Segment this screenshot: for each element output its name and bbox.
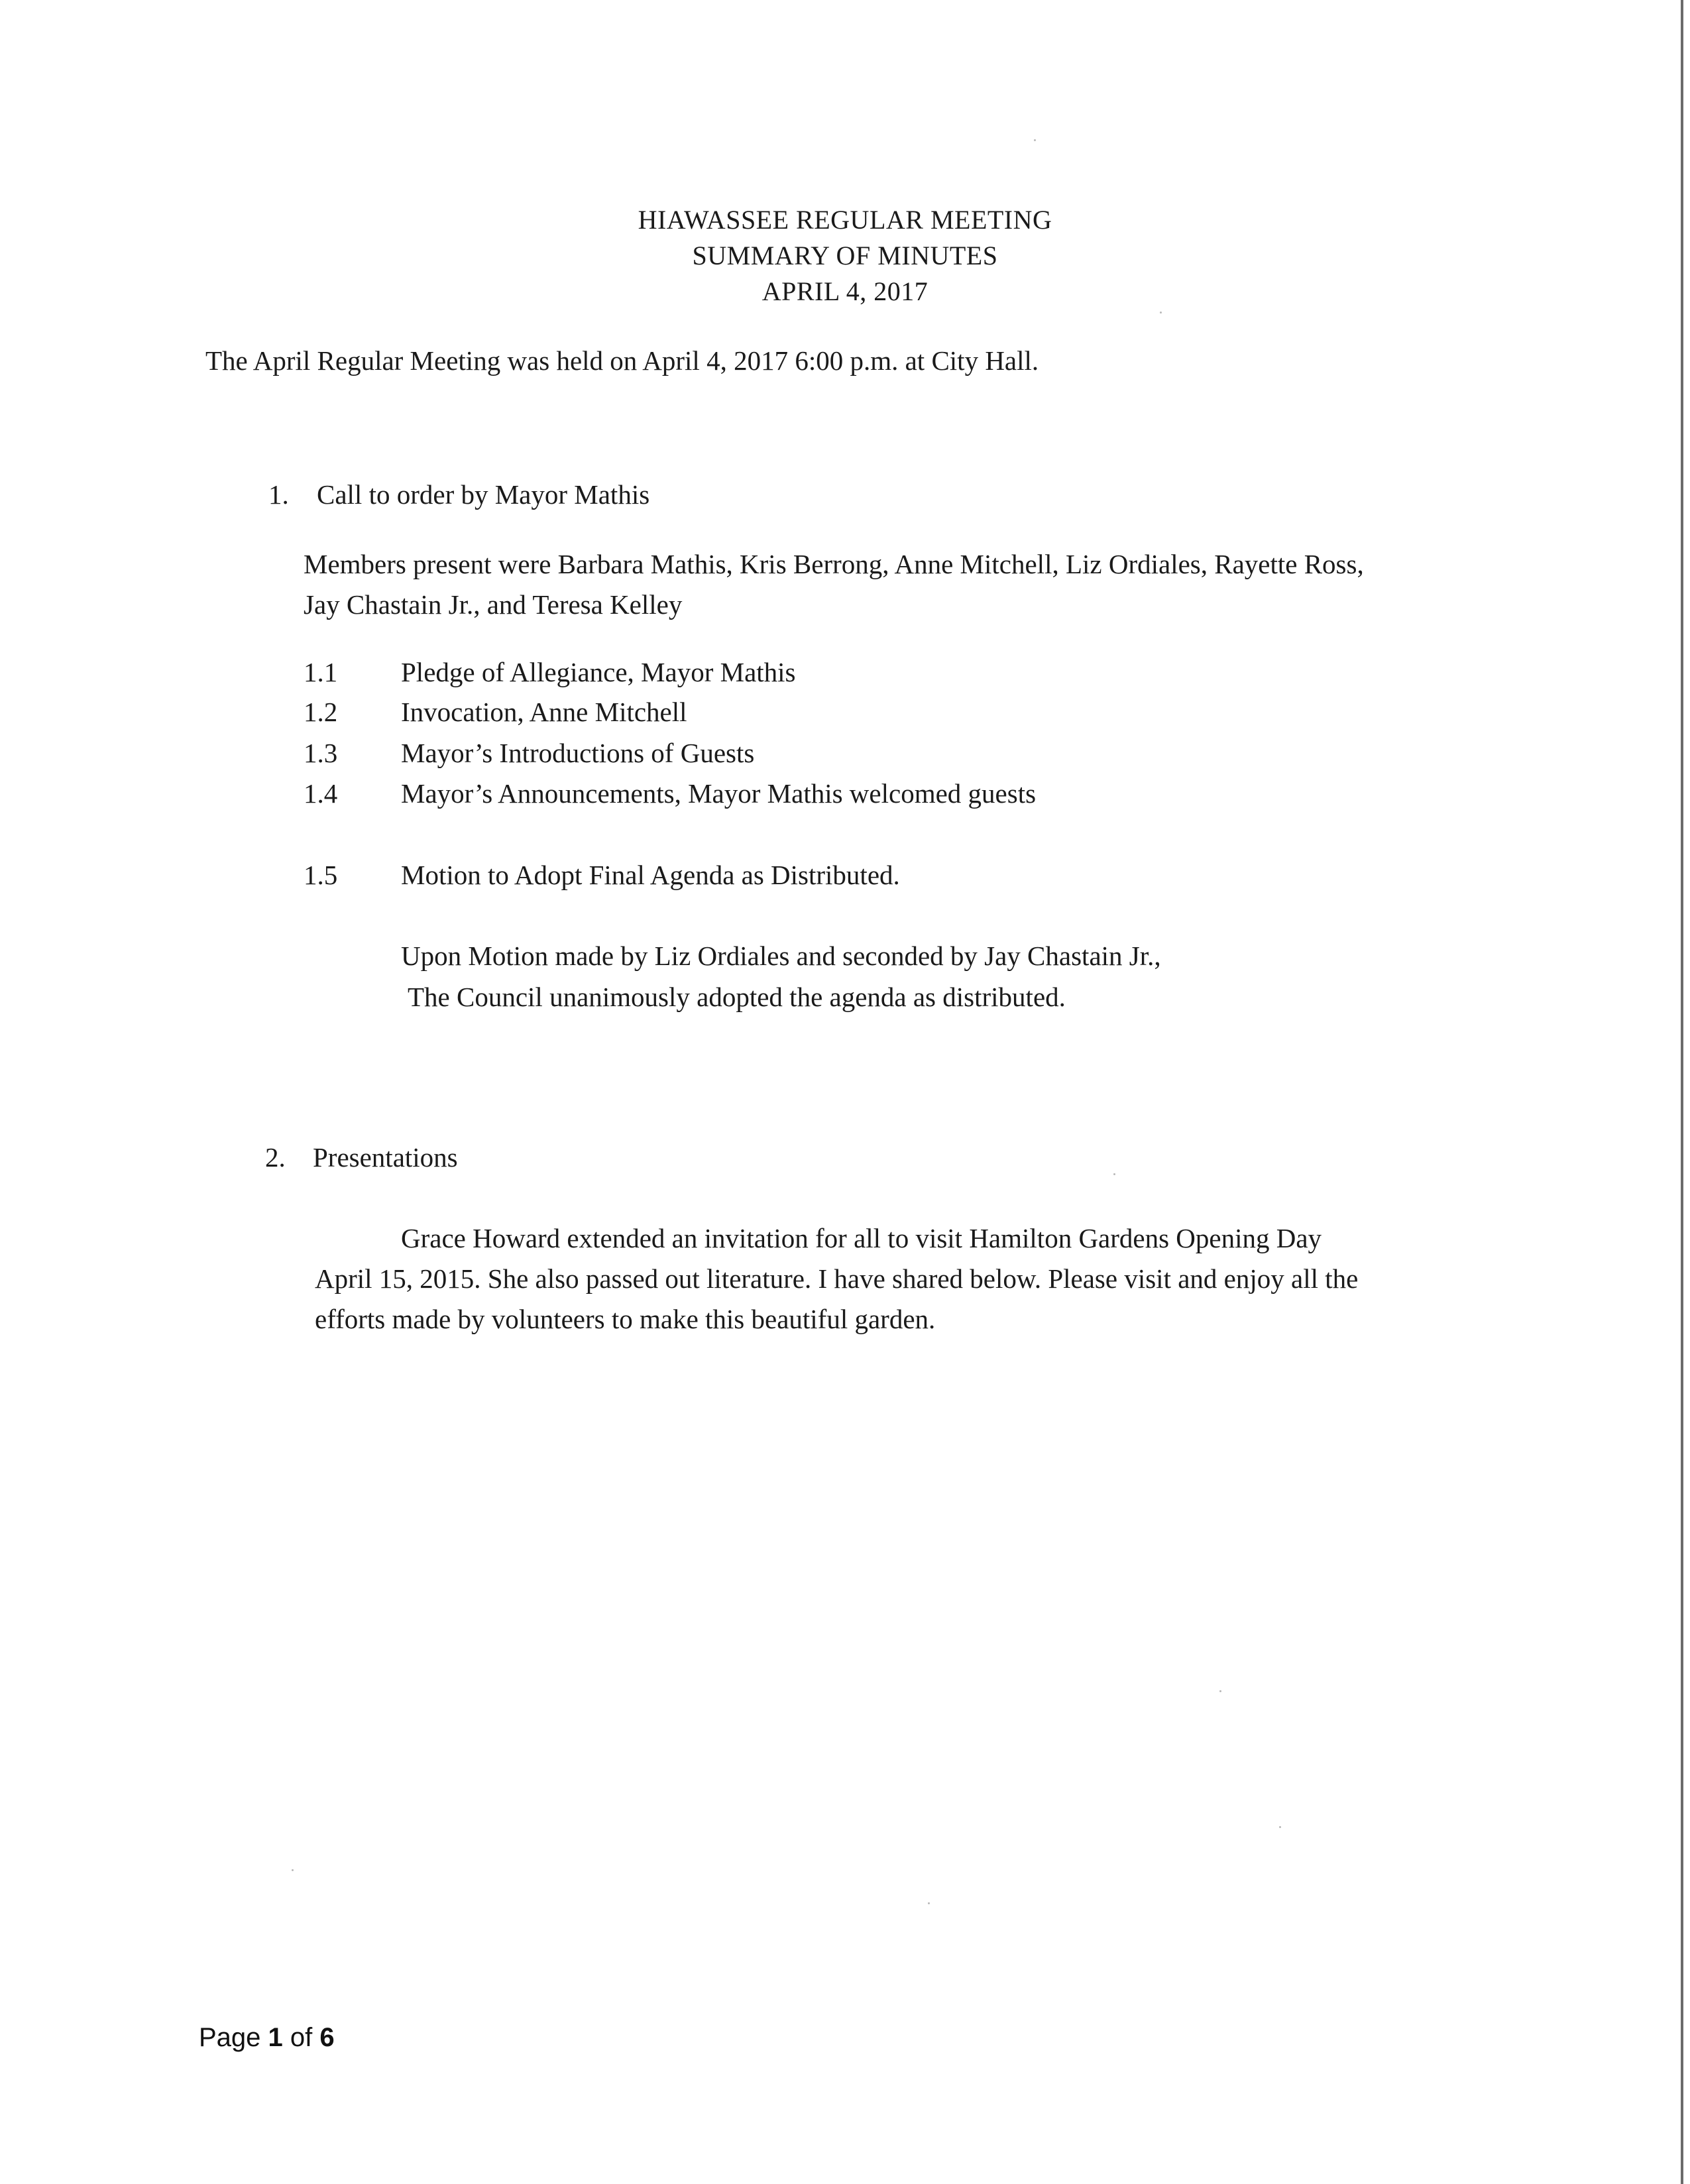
- meeting-date: APRIL 4, 2017: [761, 276, 929, 306]
- section-number: 1.: [268, 479, 289, 510]
- scan-speck: [1034, 139, 1036, 141]
- scan-speck: [292, 1869, 294, 1871]
- section-number: 2.: [265, 1142, 286, 1173]
- scan-edge: [1681, 0, 1683, 2184]
- scan-speck: [1113, 1173, 1115, 1175]
- scan-speck: [1160, 312, 1162, 314]
- item-text: Motion to Adopt Final Agenda as Distributed.: [401, 860, 900, 890]
- item-text: Mayor’s Announcements, Mayor Mathis welcomed guests: [401, 778, 1037, 809]
- item-number: 1.5: [304, 860, 338, 890]
- members-text-line2: Jay Chastain Jr., and Teresa Kelley: [304, 589, 683, 620]
- intro-text: The April Regular Meeting was held on April 4, 2017 6:00 p.m. at City Hall.: [205, 345, 1039, 376]
- section-title: Call to order by Mayor Mathis: [317, 479, 650, 510]
- presentation-text-line1: Grace Howard extended an invitation for all to visit Hamilton Gardens Opening Day: [401, 1223, 1322, 1253]
- minutes-subtitle: SUMMARY OF MINUTES: [692, 241, 998, 270]
- item-number: 1.1: [304, 657, 338, 687]
- section-title: Presentations: [313, 1142, 458, 1173]
- item-text: Invocation, Anne Mitchell: [401, 697, 687, 727]
- item-text: Mayor’s Introductions of Guests: [401, 738, 755, 768]
- scan-speck: [1219, 1690, 1221, 1692]
- members-text-line1: Members present were Barbara Mathis, Kris Berrong, Anne Mitchell, Liz Ordiales, Rayette Ross,: [304, 549, 1364, 579]
- motion-text-line1: Upon Motion made by Liz Ordiales and seconded by Jay Chastain Jr.,: [401, 941, 1161, 971]
- scan-speck: [1279, 1826, 1281, 1828]
- scan-speck: [928, 1902, 930, 1904]
- item-number: 1.2: [304, 697, 338, 727]
- presentation-text-line3: efforts made by volunteers to make this beautiful garden.: [315, 1304, 936, 1334]
- page-word: Page: [199, 2023, 261, 2052]
- meeting-title: HIAWASSEE REGULAR MEETING: [638, 205, 1052, 235]
- page-number: [199, 2023, 335, 2053]
- presentation-text-line2: April 15, 2015. She also passed out literature. I have shared below. Please visit and enjoy all the: [315, 1263, 1359, 1294]
- item-number: 1.4: [304, 778, 338, 809]
- item-number: 1.3: [304, 738, 338, 768]
- item-text: Pledge of Allegiance, Mayor Mathis: [401, 657, 796, 687]
- page-current: 1: [268, 2023, 283, 2052]
- motion-text-line2: The Council unanimously adopted the agenda as distributed.: [408, 982, 1066, 1012]
- of-word: of: [290, 2023, 313, 2052]
- page-total: 6: [319, 2023, 335, 2052]
